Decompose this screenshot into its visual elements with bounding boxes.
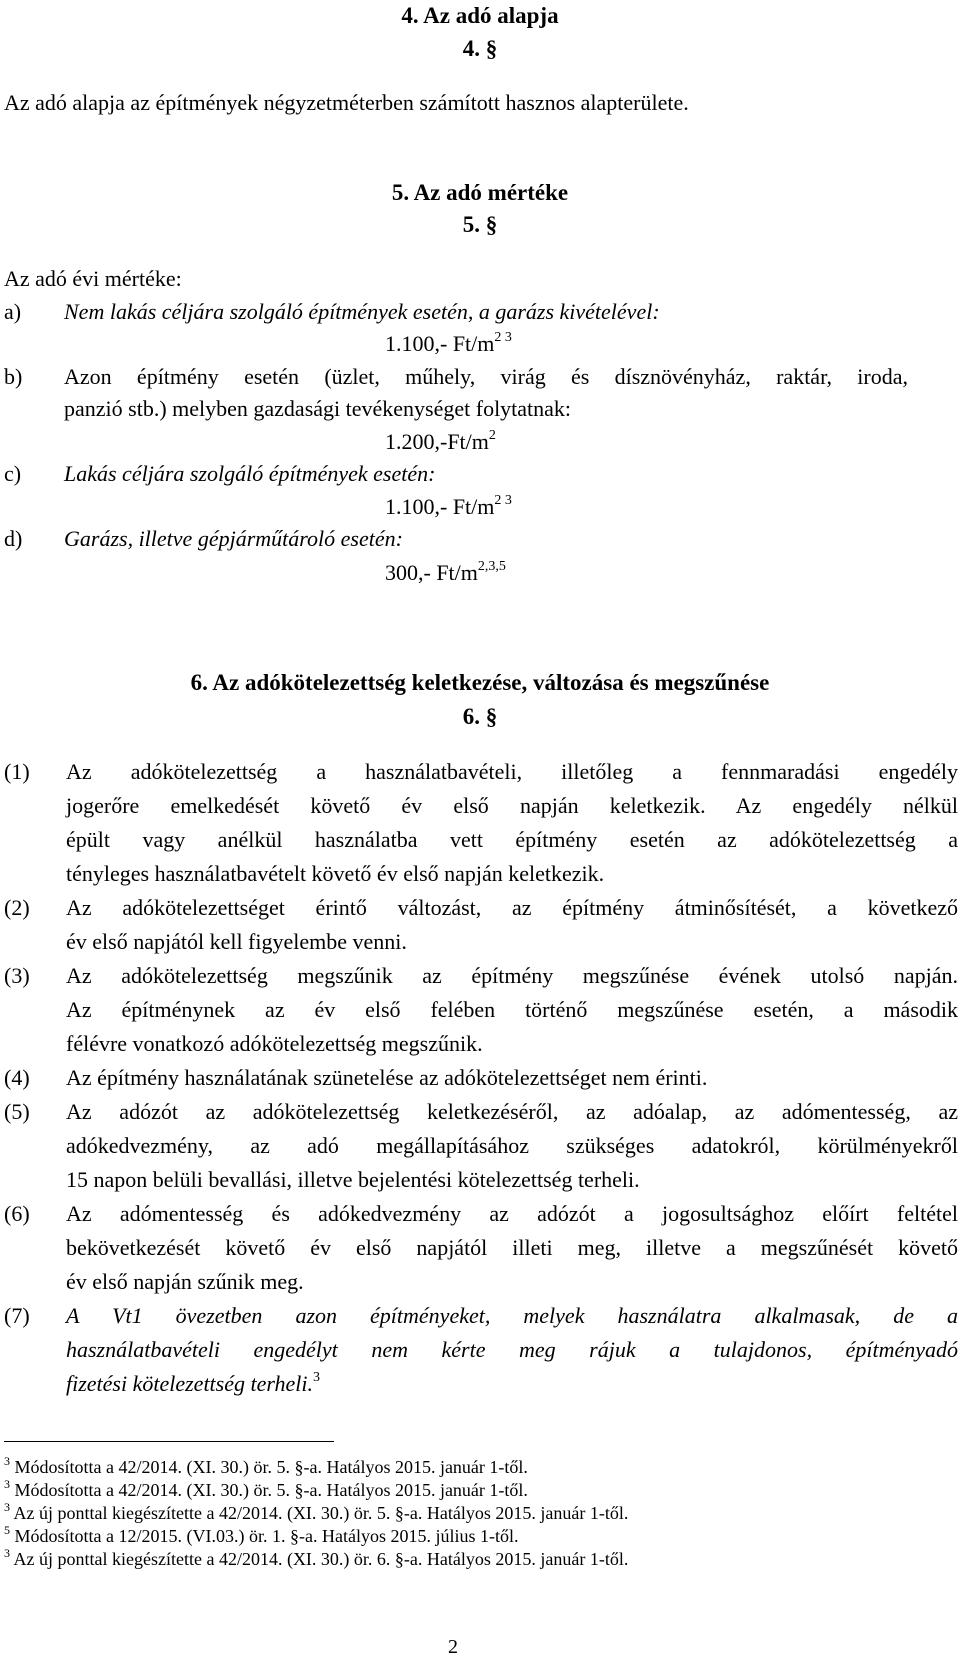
paragraph-1-number: (1)	[4, 759, 30, 784]
paragraph-3-line-1: Az adókötelezettség megszűnik az építmény megszűnése évének utolsó napján.	[66, 963, 958, 988]
section-5-title: 5. Az adó mértéke	[391, 180, 569, 205]
item-b-text-line-1: Azon építmény esetén (üzlet, műhely, virág és dísznövényház, raktár, iroda,	[64, 364, 908, 389]
footnote-1: $^3$ Módosította a 42/2014. (XI. 30.) ör. 5. §-a. Hatályos 2015. január 1-től.	[4, 1454, 528, 1477]
section-4-text: Az adó alapja az építmények négyzetméterben számított hasznos alapterülete.	[4, 90, 689, 115]
paragraph-4-number: (4)	[4, 1065, 30, 1090]
paragraph-4-line-1: Az építmény használatának szünetelése az adókötelezettséget nem érinti.	[66, 1065, 708, 1090]
footnote-3: $^3$ Az új ponttal kiegészítette a 42/2014. (XI. 30.) ör. 5. §-a. Hatályos 2015. január 1-től.	[4, 1500, 629, 1523]
item-c-text: Lakás céljára szolgáló építmények esetén:	[64, 461, 436, 486]
section-5-intro: Az adó évi mértéke:	[4, 266, 182, 291]
paragraph-6-line-3: év első napján szűnik meg.	[66, 1269, 304, 1294]
paragraph-7-line-1: A Vt1 övezetben azon építményeket, melyek használatra alkalmasak, de a	[66, 1303, 958, 1328]
paragraph-6-line-1: Az adómentesség és adókedvezmény az adózót a jogosultsághoz előírt feltétel	[66, 1201, 958, 1226]
paragraph-2-line-2: év első napjától kell figyelembe venni.	[66, 929, 407, 954]
item-a-label: a)	[4, 299, 22, 324]
item-a-rate: 1.100,- $Ft/m^{2 3}$	[385, 330, 512, 356]
paragraph-1-line-4: tényleges használatbavételt követő év első napján keletkezik.	[66, 861, 605, 886]
paragraph-5-line-3: 15 napon belüli bevallási, illetve bejelentési kötelezettség terheli.	[66, 1167, 640, 1192]
paragraph-3-line-3: félévre vonatkozó adókötelezettség megszűnik.	[66, 1031, 483, 1056]
paragraph-1-line-1: Az adókötelezettség a használatbavételi, illetőleg a fennmaradási engedély	[66, 759, 958, 784]
paragraph-1-line-3: épült vagy anélkül használatba vett építmény esetén az adókötelezettség a	[66, 827, 958, 852]
paragraph-3-number: (3)	[4, 963, 30, 988]
item-b-text-line-2: panzió stb.) melyben gazdasági tevékenységet folytatnak:	[64, 396, 572, 421]
footnote-4: $^5$ Módosította a 12/2015. (VI.03.) ör. 1. §-a. Hatályos 2015. július 1-től.	[4, 1523, 519, 1546]
footnote-2: $^3$ Módosította a 42/2014. (XI. 30.) ör. 5. §-a. Hatályos 2015. január 1-től.	[4, 1477, 528, 1500]
section-5-paragraph-mark: 5. §	[462, 212, 498, 237]
paragraph-6-number: (6)	[4, 1201, 30, 1226]
paragraph-3-line-2: Az építménynek az év első felében történő megszűnése esetén, a második	[66, 997, 958, 1022]
item-b-rate: $1.200,-Ft/m^2$	[385, 428, 496, 454]
section-4-paragraph-mark: 4. §	[462, 36, 498, 61]
item-b-label: b)	[4, 364, 23, 389]
paragraph-2-line-1: Az adókötelezettséget érintő változást, az építmény átminősítését, a következő	[66, 895, 958, 920]
paragraph-5-line-2: adókedvezmény, az adó megállapításához szükséges adatokról, körülményekről	[66, 1133, 958, 1158]
section-4-title: 4. Az adó alapja	[401, 3, 559, 28]
item-c-rate: 1.100,- $Ft/m^{2 3}$	[385, 493, 512, 519]
item-d-label: d)	[4, 526, 23, 551]
item-c-label: c)	[4, 461, 22, 486]
paragraph-7-number: (7)	[4, 1303, 30, 1328]
footnote-5: $^3$ Az új ponttal kiegészítette a 42/2014. (XI. 30.) ör. 6. §-a. Hatályos 2015. január 1-től.	[4, 1546, 629, 1569]
section-6-paragraph-mark: 6. §	[462, 704, 498, 729]
paragraph-7-footnote-mark: 3	[313, 1370, 321, 1385]
paragraph-2-number: (2)	[4, 895, 30, 920]
page-number: 2	[448, 1636, 458, 1658]
paragraph-7-line-2: használatbavételi engedélyt nem kérte meg rájuk a tulajdonos, építményadó	[66, 1337, 958, 1362]
paragraph-5-line-1: Az adózót az adókötelezettség keletkezéséről, az adóalap, az adómentesség, az	[66, 1099, 958, 1124]
paragraph-7-line-3: fizetési kötelezettség terheli.$^3$	[66, 1370, 321, 1396]
paragraph-5-number: (5)	[4, 1099, 30, 1124]
footnote-separator	[4, 1441, 334, 1442]
item-d-rate: 300,- $Ft/m^{2,3,5}$	[385, 559, 506, 585]
paragraph-1-line-2: jogerőre emelkedését követő év első napján keletkezik. Az engedély nélkül	[66, 793, 958, 818]
item-a-text: Nem lakás céljára szolgáló építmények esetén, a garázs kivételével:	[64, 299, 660, 324]
item-d-text: Garázs, illetve gépjárműtároló esetén:	[64, 526, 403, 551]
section-6-title: 6. Az adókötelezettség keletkezése, változása és megszűnése	[190, 670, 770, 695]
paragraph-6-line-2: bekövetkezését követő év első napjától illeti meg, illetve a megszűnését követő	[66, 1235, 958, 1260]
